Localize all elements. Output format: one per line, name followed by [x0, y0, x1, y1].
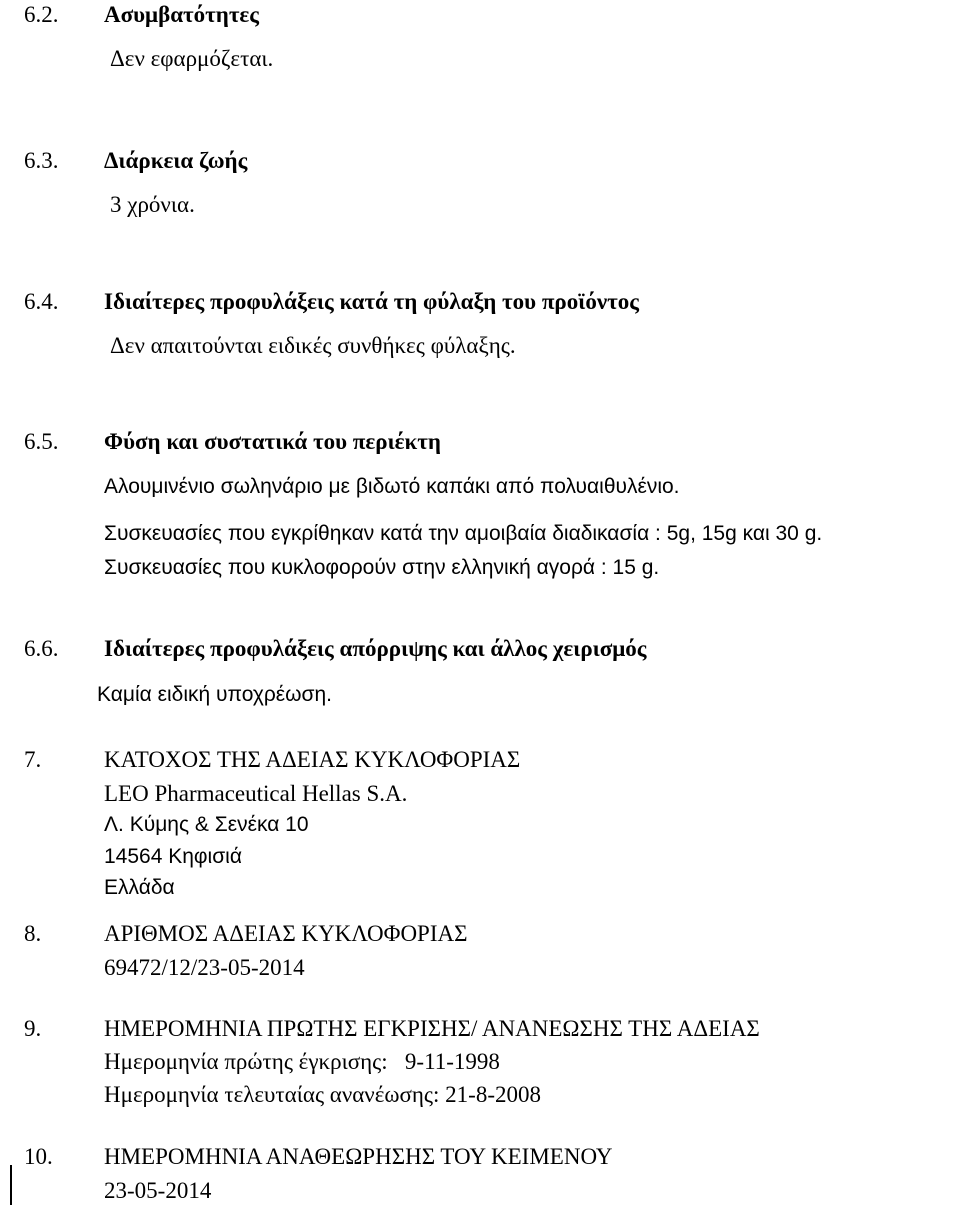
section-heading: ΗΜΕΡΟΜΗΝΙΑ ΑΝΑΘΕΩΡΗΣΗΣ ΤΟΥ ΚΕΙΜΕΝΟΥ: [104, 1144, 613, 1169]
authorization-number: 69472/12/23-05-2014: [104, 955, 305, 980]
company-street: Λ. Κύμης & Σενέκα 10: [104, 813, 309, 836]
section-number: 6.5.: [24, 429, 59, 454]
section-text: Συσκευασίες που εγκρίθηκαν κατά την αμοιβαία διαδικασία : 5g, 15g και 30 g.: [104, 522, 823, 545]
first-approval-date: Ημερομηνία πρώτης έγκρισης: 9-11-1998: [104, 1049, 500, 1074]
section-heading: Ιδιαίτερες προφυλάξεις απόρριψης και άλλος χειρισμός: [104, 636, 647, 661]
section-number: 8.: [24, 921, 42, 946]
section-heading: ΑΡΙΘΜΟΣ ΑΔΕΙΑΣ ΚΥΚΛΟΦΟΡΙΑΣ: [104, 921, 468, 946]
section-text: Καμία ειδική υποχρέωση.: [97, 683, 333, 706]
renewal-date: Ημερομηνία τελευταίας ανανέωσης: 21-8-2008: [104, 1082, 541, 1107]
section-number: 6.6.: [24, 636, 59, 661]
section-text: Δεν εφαρμόζεται.: [110, 46, 274, 71]
company-city: 14564 Κηφισιά: [104, 845, 242, 868]
section-number: 6.4.: [24, 289, 59, 314]
section-heading: ΗΜΕΡΟΜΗΝΙΑ ΠΡΩΤΗΣ ΕΓΚΡΙΣΗΣ/ ΑΝΑΝΕΩΣΗΣ ΤΗΣ ΑΔΕΙΑΣ: [104, 1016, 760, 1041]
company-name: LEO Pharmaceutical Hellas S.A.: [104, 781, 408, 806]
section-heading: ΚΑΤΟΧΟΣ ΤΗΣ ΑΔΕΙΑΣ ΚΥΚΛΟΦΟΡΙΑΣ: [104, 747, 521, 772]
section-text: Αλουμινένιο σωληνάριο με βιδωτό καπάκι από πολυαιθυλένιο.: [104, 475, 680, 498]
company-country: Ελλάδα: [104, 876, 175, 899]
section-heading: Φύση και συστατικά του περιέκτη: [104, 429, 441, 454]
section-number: 6.3.: [24, 148, 59, 173]
section-number: 9.: [24, 1016, 42, 1041]
section-number: 7.: [24, 747, 42, 772]
section-heading: Διάρκεια ζωής: [104, 148, 248, 173]
section-text: Δεν απαιτούνται ειδικές συνθήκες φύλαξης.: [110, 333, 516, 358]
change-bar: [10, 1165, 12, 1205]
section-text: Συσκευασίες που κυκλοφορούν στην ελληνική αγορά : 15 g.: [104, 556, 660, 579]
section-number: 10.: [24, 1144, 53, 1169]
section-heading: Ασυμβατότητες: [104, 2, 259, 27]
section-number: 6.2.: [24, 2, 59, 27]
section-text: 3 χρόνια.: [110, 192, 195, 217]
section-heading: Ιδιαίτερες προφυλάξεις κατά τη φύλαξη του προϊόντος: [104, 289, 639, 314]
revision-date: 23-05-2014: [104, 1178, 212, 1203]
